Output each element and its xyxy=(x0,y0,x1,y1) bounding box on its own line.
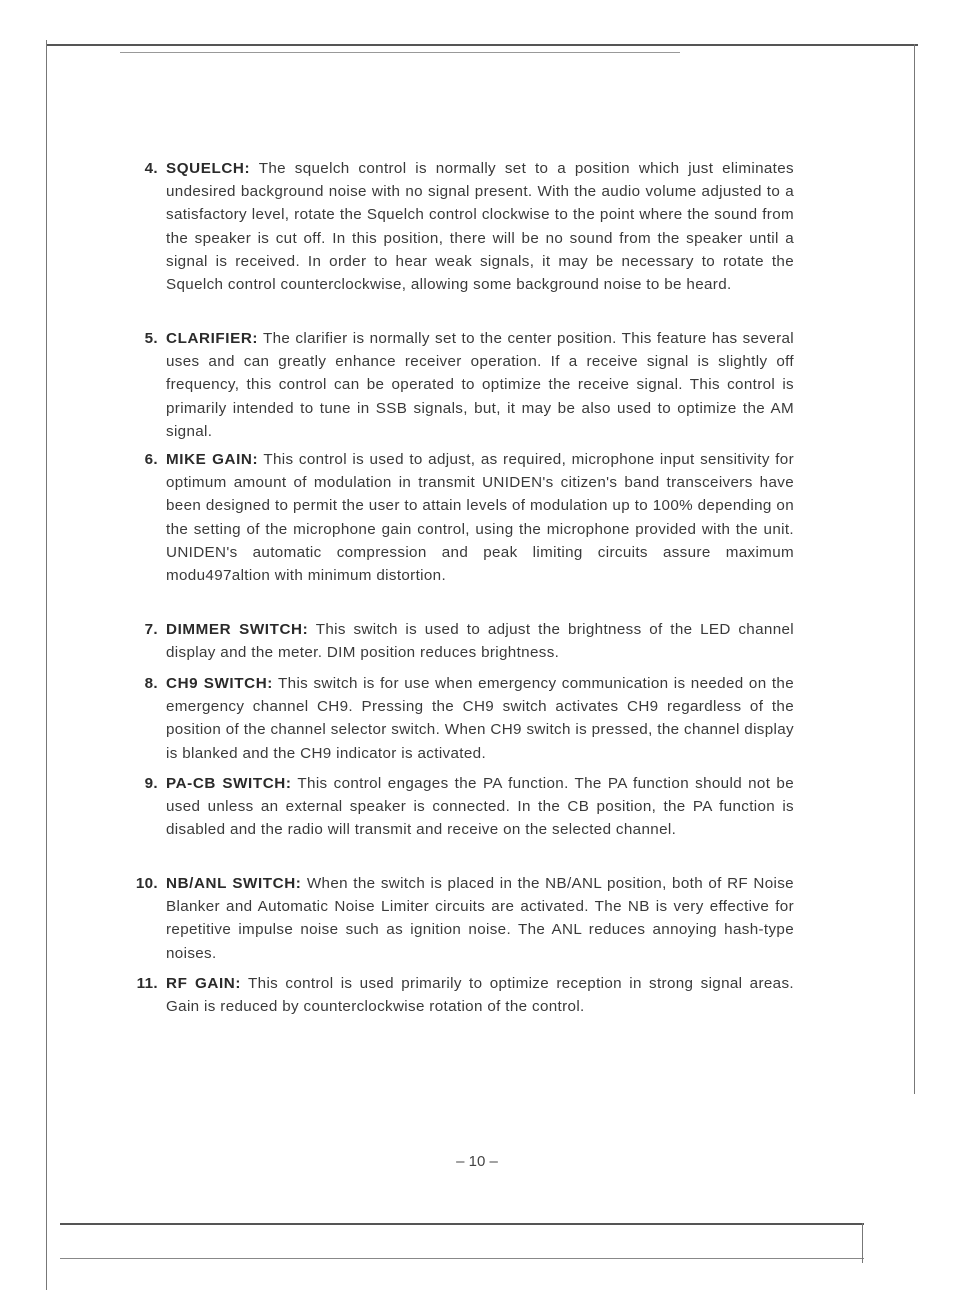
item-number: 5. xyxy=(144,330,158,347)
list-item-squelch xyxy=(134,157,794,296)
list-item-ch9-switch xyxy=(134,672,794,765)
item-number: 10. xyxy=(135,875,158,892)
list-item-clarifier xyxy=(134,327,794,443)
bottom-border-line-lower xyxy=(60,1258,864,1259)
top-border-line xyxy=(46,44,918,46)
item-heading: DIMMER SWITCH: xyxy=(166,621,309,638)
page-number: – 10 – xyxy=(456,1153,498,1170)
item-number: 6. xyxy=(144,451,158,468)
bottom-right-vertical xyxy=(862,1223,863,1263)
list-item-nb-anl-switch xyxy=(134,872,794,965)
item-heading: CLARIFIER: xyxy=(166,330,259,347)
bottom-border-line xyxy=(60,1223,864,1225)
right-border-line xyxy=(914,44,915,1094)
item-text: This switch is for use when emergency communication is needed on the emergency channel CH9. Pressing the CH9 switch activates CH9 regardless of the position of the channel selector switch. When CH9 switch is pressed, the channel display is blanked and the CH9 indicator is activated. xyxy=(166,675,794,762)
item-number: 11. xyxy=(136,975,158,992)
list-item-rf-gain xyxy=(134,972,794,1018)
item-heading: CH9 SWITCH: xyxy=(166,675,273,692)
item-text: The squelch control is normally set to a position which just eliminates undesired background noise with no signal present. With the audio volume adjusted to a satisfactory level, rotate the Squelch control clockwise to the point where the sound from the speaker is cut off. In this position, there will be no sound from the speaker until a signal is received. In order to hear weak signals, it may be necessary to rotate the Squelch control counterclockwise, allowing some background noise to be heard. xyxy=(166,160,794,294)
item-number: 7. xyxy=(144,621,158,638)
item-heading: RF GAIN: xyxy=(166,975,241,992)
item-text: This control engages the PA function. The PA function should not be used unless an external speaker is connected. In the CB position, the PA function is disabled and the radio will transmit and receive on the selected channel. xyxy=(166,775,795,839)
top-border-line-faint xyxy=(120,52,680,53)
list-item-pa-cb-switch xyxy=(134,772,794,842)
item-text: The clarifier is normally set to the center position. This feature has several uses and can greatly enhance receiver operation. If a receive signal is slightly off frequency, this control can be operated to optimize the receive signal. This control is primarily intended to tune in SSB signals, but, it may be also used to optimize the AM signal. xyxy=(166,330,794,440)
item-text: When the switch is placed in the NB/ANL position, both of RF Noise Blanker and Automatic Noise Limiter circuits are activated. The NB is very effective for repetitive impulse noise such as ignition noise. The ANL reduces annoying hash-type noises. xyxy=(166,875,794,962)
item-heading: PA-CB SWITCH: xyxy=(166,775,292,792)
item-text: This control is used primarily to optimize reception in strong signal areas. Gain is reduced by counterclockwise rotation of the control. xyxy=(166,975,794,1016)
item-text: This control is used to adjust, as required, microphone input sensitivity for optimum amount of modulation in transmit UNIDEN's citizen's band transceivers have been designed to permit the user to attain levels of modulation up to 100% depending on the setting of the microphone gain control, using the microphone provided with the unit. UNIDEN's automatic compression and peak limiting circuits assure maximum modu497altion with minimum distortion. xyxy=(166,451,795,585)
list-item-mike-gain xyxy=(134,448,794,587)
list-item-dimmer-switch xyxy=(134,618,794,664)
item-heading: MIKE GAIN: xyxy=(166,451,259,468)
item-heading: NB/ANL SWITCH: xyxy=(166,875,302,892)
item-number: 4. xyxy=(144,160,158,177)
item-number: 8. xyxy=(144,675,158,692)
item-text: This switch is used to adjust the brightness of the LED channel display and the meter. DIM position reduces brightness. xyxy=(166,621,795,662)
item-heading: SQUELCH: xyxy=(166,160,251,177)
item-number: 9. xyxy=(144,775,158,792)
left-border-line xyxy=(46,40,47,1290)
